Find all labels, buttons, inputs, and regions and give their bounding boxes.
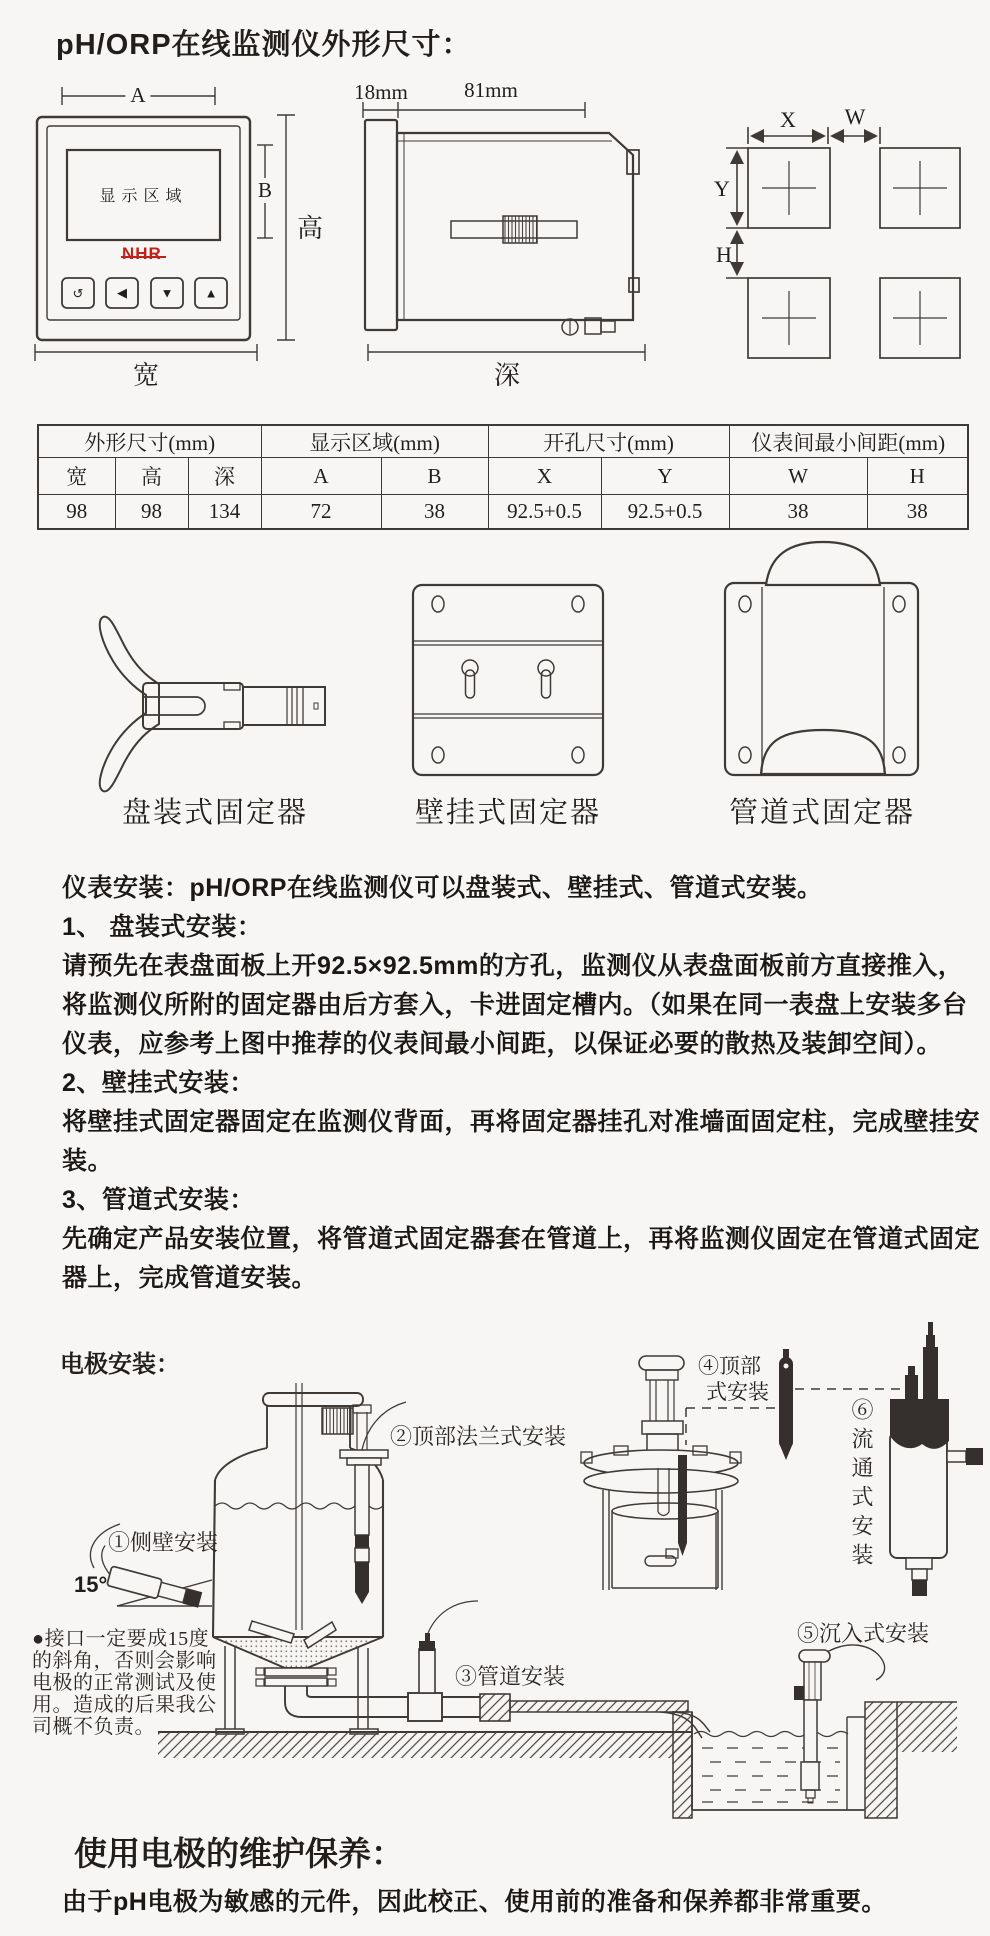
loop-button-icon: ↺ bbox=[72, 286, 84, 301]
install-s1-line3: 仪表，应参考上图中推荐的仪表间最小间距，以保证必要的散热及装卸空间）。 bbox=[62, 1030, 943, 1058]
panel-fixture-drawing bbox=[100, 617, 325, 792]
table-col-header: X bbox=[488, 458, 601, 495]
install-s1-line1: 请预先在表盘面板上开92.5×92.5mm的方孔，监测仪从表盘面板前方直接推入， bbox=[62, 952, 964, 980]
table-col-header: 宽 bbox=[38, 458, 115, 495]
table-col-header: B bbox=[381, 458, 488, 495]
install-s3-line2: 器上，完成管道安装。 bbox=[62, 1264, 318, 1292]
table-value: 98 bbox=[38, 495, 115, 530]
install-intro: 仪表安装：pH/ORP在线监测仪可以盘装式、壁挂式、管道式安装。 bbox=[62, 874, 823, 902]
table-col-header: A bbox=[261, 458, 381, 495]
wall-fixture-caption: 壁挂式固定器 bbox=[414, 797, 602, 829]
down-button-icon: ▼ bbox=[160, 285, 174, 301]
brand-logo: NHR bbox=[122, 244, 162, 263]
height-dim-label: 高 bbox=[297, 214, 324, 243]
install-s2-line2: 装。 bbox=[62, 1147, 114, 1175]
dim-b-label: B bbox=[253, 178, 277, 203]
dim-y-label: Y bbox=[714, 176, 730, 201]
maintenance-heading: 使用电极的维护保养： bbox=[74, 1835, 404, 1872]
callout-sink-install: ⑤沉入式安装 bbox=[797, 1621, 930, 1646]
table-value: 98 bbox=[115, 495, 188, 530]
callout-pipe-install: ③管道安装 bbox=[455, 1664, 566, 1689]
install-s1-title: 1、 盘装式安装： bbox=[62, 913, 263, 941]
front-view-drawing bbox=[35, 87, 295, 361]
note-line: ●接口一定要成15度 bbox=[32, 1628, 210, 1650]
install-s2-title: 2、壁挂式安装： bbox=[62, 1069, 255, 1097]
left-button-icon: ◀ bbox=[117, 285, 127, 300]
note-line: 司概不负责。 bbox=[32, 1716, 155, 1738]
callout-top-install-line2: 式安装 bbox=[706, 1380, 769, 1404]
table-value: 72 bbox=[261, 495, 381, 530]
up-button-icon: ▲ bbox=[204, 285, 218, 301]
depth-dim-label: 深 bbox=[493, 361, 521, 390]
install-s2-line1: 将壁挂式固定器固定在监测仪背面，再将固定器挂孔对准墙面固定柱，完成壁挂安 bbox=[62, 1108, 981, 1136]
table-col-header: W bbox=[729, 458, 867, 495]
table-value-row bbox=[38, 495, 968, 530]
install-s3-title: 3、管道式安装： bbox=[62, 1186, 255, 1214]
wall-fixture-drawing bbox=[413, 585, 603, 775]
dim-h-label: H bbox=[716, 242, 732, 267]
table-group-outline: 外形尺寸(mm) bbox=[38, 425, 261, 458]
table-group-row bbox=[38, 425, 968, 458]
page-title: pH/ORP在线监测仪外形尺寸： bbox=[56, 29, 472, 61]
install-s3-line1: 先确定产品安装位置，将管道式固定器套在管道上，再将监测仪固定在管道式固定 bbox=[62, 1225, 981, 1253]
callout-flow-install: ⑥流通式安装 bbox=[849, 1398, 874, 1572]
dim-w-label: W bbox=[844, 104, 866, 129]
angle-label: 15° bbox=[74, 1572, 108, 1597]
dimension-table bbox=[37, 424, 969, 530]
note-line: 的斜角，否则会影响 bbox=[32, 1650, 217, 1672]
note-line: 电极的正常测试及使 bbox=[32, 1672, 217, 1694]
table-group-spacing: 仪表间最小间距(mm) bbox=[729, 425, 968, 458]
table-value: 38 bbox=[867, 495, 968, 530]
table-group-cutout: 开孔尺寸(mm) bbox=[488, 425, 729, 458]
dim-18mm-label: 18mm bbox=[354, 80, 408, 104]
electrode-heading: 电极安装： bbox=[60, 1351, 180, 1378]
table-col-header: 高 bbox=[115, 458, 188, 495]
table-group-display: 显示区域(mm) bbox=[261, 425, 488, 458]
pipe-fixture-caption: 管道式固定器 bbox=[728, 797, 916, 829]
install-s1-line2: 将监测仪所附的固定器由后方套入，卡进固定槽内。（如果在同一表盘上安装多台 bbox=[62, 991, 968, 1019]
callout-flange-install: ②顶部法兰式安装 bbox=[390, 1424, 567, 1449]
panel-fixture-caption: 盘装式固定器 bbox=[121, 797, 309, 829]
display-area-label: 显示区域 bbox=[99, 188, 188, 205]
table-value: 38 bbox=[381, 495, 488, 530]
table-value: 92.5+0.5 bbox=[601, 495, 729, 530]
table-col-header: 深 bbox=[188, 458, 261, 495]
table-col-header: Y bbox=[601, 458, 729, 495]
side-view-drawing bbox=[363, 102, 645, 361]
width-dim-label: 宽 bbox=[132, 361, 160, 390]
table-value: 92.5+0.5 bbox=[488, 495, 601, 530]
dim-a-label: A bbox=[125, 83, 150, 108]
table-value: 38 bbox=[729, 495, 867, 530]
callout-top-install-line1: ④顶部 bbox=[698, 1354, 761, 1378]
table-value: 134 bbox=[188, 495, 261, 530]
pipe-fixture-drawing bbox=[725, 542, 918, 775]
table-col-header: H bbox=[867, 458, 968, 495]
table-header-row bbox=[38, 458, 968, 495]
callout-side-install: ①侧壁安装 bbox=[108, 1530, 219, 1555]
note-line: 用。造成的后果我公 bbox=[32, 1694, 217, 1716]
cutout-pattern-drawing bbox=[726, 127, 960, 358]
maintenance-body: 由于pH电极为敏感的元件，因此校正、使用前的准备和保养都非常重要。 bbox=[62, 1888, 887, 1916]
dim-81mm-label: 81mm bbox=[464, 78, 518, 102]
dim-x-label: X bbox=[780, 107, 796, 132]
